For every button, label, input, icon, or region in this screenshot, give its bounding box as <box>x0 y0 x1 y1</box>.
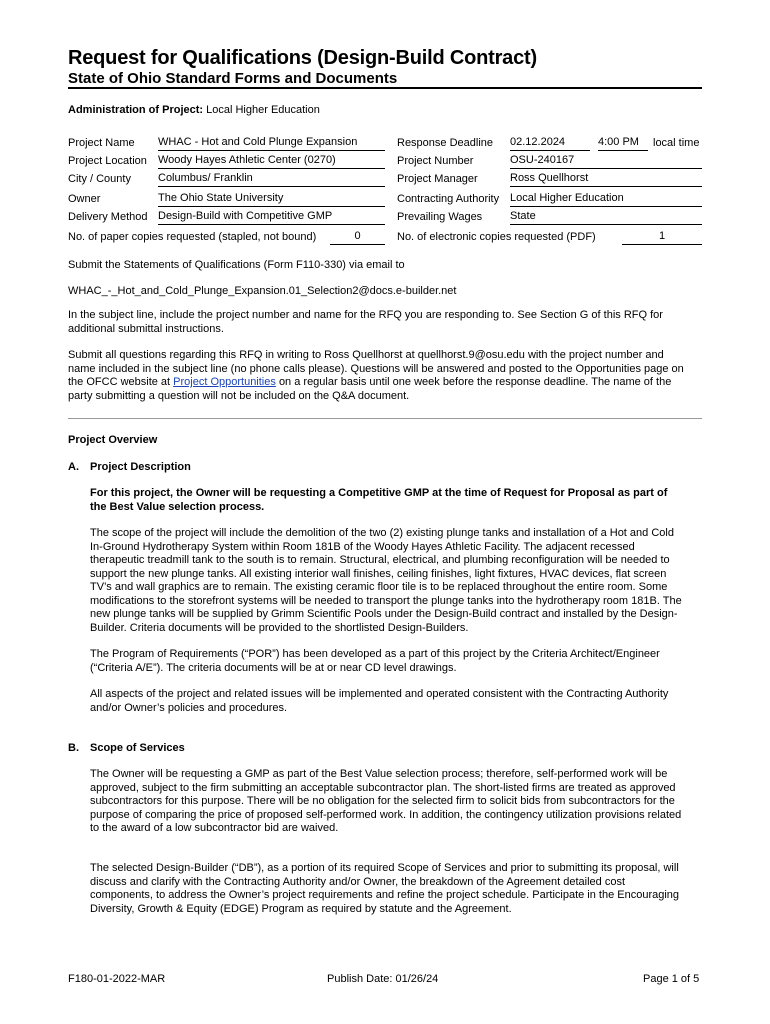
paragraph-line: (“Criteria A/E”). The criteria documents will be at or near CD level drawings. <box>90 661 457 674</box>
questions-paragraph <box>68 349 708 403</box>
prevailing-wages-field: State <box>510 210 702 225</box>
paragraph-line: For this project, the Owner will be requesting a Competitive GMP at the time of Request for Proposal as part of <box>90 487 668 499</box>
submission-email[interactable]: WHAC_-_Hot_and_Cold_Plunge_Expansion.01_Selection2@docs.e-builder.net <box>68 285 457 297</box>
administration-line <box>68 103 320 117</box>
local-time-label: local time <box>653 137 700 149</box>
paragraph-line: The selected Design-Builder (“DB”), as a portion of its required Scope of Services and prior to submitting its proposal, will <box>90 862 679 874</box>
delivery-method-label: Delivery Method <box>68 211 148 223</box>
owner-field: The Ohio State University <box>158 192 385 207</box>
project-number-field: OSU-240167 <box>510 154 702 169</box>
response-deadline-label: Response Deadline <box>397 137 494 149</box>
paragraph-line: Builder. Criteria documents will be provided to the shortlisted Design-Builders. <box>90 621 469 634</box>
paragraph-line: approved, subject to the firm submitting an acceptable subcontractor plan. The short-listed firms are treated as approved <box>90 781 676 794</box>
paragraph-text: the OFCC website at <box>68 376 171 388</box>
contracting-authority-field: Local Higher Education <box>510 192 702 207</box>
subject-line-paragraph <box>68 309 708 336</box>
delivery-method-field: Design-Build with Competitive GMP <box>158 210 385 225</box>
design-builder-paragraph <box>90 862 710 916</box>
paragraph-line: subcontractors for this purpose. There will be no obligation for the selected firm to solicit bids from subcontractors for the <box>90 795 675 807</box>
section-b-letter: B. <box>68 742 79 754</box>
paragraph-line: All aspects of the project and related issues will be implemented and operated consistent with the Contracting Authority <box>90 688 669 700</box>
paragraph-line: the Best Value selection process. <box>90 500 265 513</box>
paper-copies-label: No. of paper copies requested (stapled, not bound) <box>68 231 317 243</box>
paragraph-line: new plunge tanks will be supplied by Grimm Scientific Pools under the Design-Build contract and installed by the Design- <box>90 608 678 620</box>
owner-label: Owner <box>68 193 101 205</box>
project-opportunities-link[interactable]: Project Opportunities <box>173 376 276 388</box>
page-title: Request for Qualifications (Design-Build Contract) <box>68 47 537 69</box>
gmp-statement <box>90 487 710 514</box>
paragraph-line <box>68 376 708 390</box>
por-paragraph <box>90 648 710 675</box>
aspects-paragraph <box>90 688 710 715</box>
prevailing-wages-label: Prevailing Wages <box>397 211 483 223</box>
paragraph-line: additional submittal instructions. <box>68 322 224 335</box>
project-location-label: Project Location <box>68 155 147 167</box>
paragraph-line: The Owner will be requesting a GMP as part of the Best Value selection process; therefore, self-performed work will be <box>90 768 668 780</box>
section-b-title: Scope of Services <box>90 742 185 754</box>
administration-label: Administration of Project: <box>68 104 204 116</box>
section-divider <box>68 418 702 419</box>
city-county-label: City / County <box>68 173 131 185</box>
header-rule <box>68 87 702 89</box>
paragraph-line: therapeutic treadmill tank to the south is to remain. Structural, electrical, and plumbing reconfiguration will be needed to <box>90 554 670 566</box>
page-subtitle: State of Ohio Standard Forms and Documents <box>68 70 398 87</box>
submission-instructions: Submit the Statements of Qualifications (Form F110-330) via email to <box>68 259 405 271</box>
paragraph-line: purpose of comparing the price of proposed self-performed work. In addition, the contingency utilization provisions related <box>90 808 682 821</box>
project-manager-field: Ross Quellhorst <box>510 172 702 187</box>
response-deadline-time-field: 4:00 PM <box>598 136 648 151</box>
paragraph-text: on a regular basis until one week before the response deadline. The name of the <box>278 376 672 388</box>
paragraph-line: modifications to the storefront systems will be needed to transport the plunge tanks into the hydrotherapy room 181B. The <box>90 594 682 607</box>
project-location-field: Woody Hayes Athletic Center (0270) <box>158 154 385 169</box>
section-a-title: Project Description <box>90 461 191 473</box>
project-manager-label: Project Manager <box>397 173 478 185</box>
page-number: Page 1 of 5 <box>643 973 700 985</box>
paragraph-line: components, to address the Owner’s project requirements and refine the project schedule. Participate in the Encouraging <box>90 889 680 901</box>
paragraph-line: support the new plunge tanks. All existing interior wall finishes, ceiling finishes, light fixtures, HVAC devices, flat screen <box>90 567 667 580</box>
electronic-copies-label: No. of electronic copies requested (PDF) <box>397 231 596 243</box>
services-paragraph <box>90 768 710 836</box>
project-name-label: Project Name <box>68 137 135 149</box>
response-deadline-date-field: 02.12.2024 <box>510 136 590 151</box>
city-county-field: Columbus/ Franklin <box>158 172 385 187</box>
form-number: F180-01-2022-MAR <box>68 973 166 985</box>
paragraph-line: In the subject line, include the project number and name for the RFQ you are responding to. See Section G of this RFQ for <box>68 309 663 321</box>
section-a-letter: A. <box>68 461 79 473</box>
project-overview-heading: Project Overview <box>68 434 158 446</box>
paragraph-line: The Program of Requirements (“POR”) has been developed as a part of this project by the Criteria Architect/Engineer <box>90 648 660 660</box>
project-name-field: WHAC - Hot and Cold Plunge Expansion <box>158 136 385 151</box>
paragraph-line: to the award of a low subcontractor bid are waived. <box>90 822 339 834</box>
administration-value: Local Higher Education <box>206 104 320 116</box>
paragraph-line: name included in the subject line (no phone calls please). Questions will be answered and posted to the Opportunities page on <box>68 362 684 375</box>
project-number-label: Project Number <box>397 155 474 167</box>
paragraph-line: Submit all questions regarding this RFQ in writing to Ross Quellhorst at quellhorst.9@osu.edu with the project number and <box>68 349 664 361</box>
contracting-authority-label: Contracting Authority <box>397 193 500 205</box>
scope-paragraph <box>90 527 710 635</box>
paper-copies-field: 0 <box>330 230 385 245</box>
paragraph-line: party submitting a question will not be included on the Q&A document. <box>68 389 410 402</box>
paragraph-line: The scope of the project will include the demolition of the two (2) existing plunge tanks and installation of a Hot and Cold <box>90 527 674 539</box>
paragraph-line: TV’s and wall graphics are to remain. The existing ceramic floor tile is to be replaced throughout the entire room. Some <box>90 581 668 593</box>
paragraph-line: Diversity, Growth & Equity (EDGE) Program as required by statute and the Agreement. <box>90 902 512 915</box>
electronic-copies-field: 1 <box>622 230 702 245</box>
paragraph-line: In-Ground Hydrotherapy System within Room 181B of the Woody Hayes Athletic Facility. The adjacent recessed <box>90 540 635 553</box>
paragraph-line: discuss and clarify with the Contracting Authority and/or Owner, the breakdown of the Agreement detailed cost <box>90 875 626 888</box>
paragraph-line: and/or Owner’s policies and procedures. <box>90 701 288 714</box>
publish-date: Publish Date: 01/26/24 <box>327 973 439 985</box>
